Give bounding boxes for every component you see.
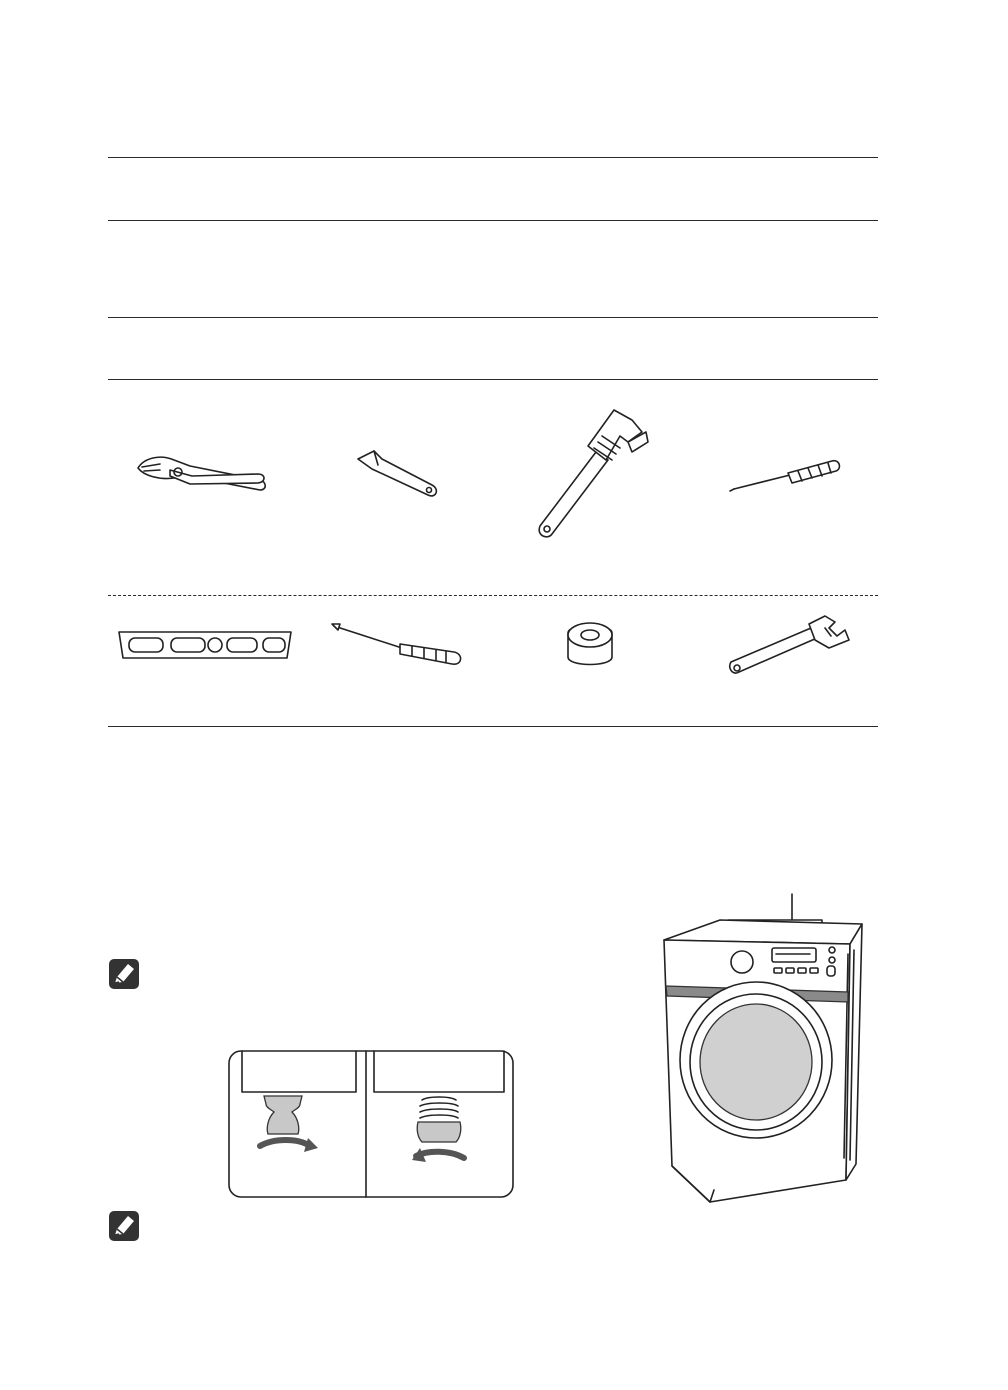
table-rule-4 (108, 379, 878, 380)
note-pencil-icon (108, 1210, 140, 1242)
washer-figure (650, 890, 880, 1210)
tool-3 (532, 402, 652, 542)
tool-7 (560, 615, 620, 675)
tool-6 (330, 620, 470, 670)
tools-row-divider (108, 595, 878, 596)
utility-knife-icon (352, 445, 442, 505)
flat-screwdriver-icon (330, 620, 470, 670)
note-1 (108, 958, 140, 990)
tool-4 (728, 455, 843, 495)
pipe-wrench-icon (532, 402, 652, 542)
leveling-foot-diagram (228, 1050, 514, 1198)
table-rule-1 (108, 157, 878, 158)
tape-roll-icon (560, 615, 620, 675)
adjustable-wrench-icon (725, 610, 855, 680)
table-rule-5 (108, 726, 878, 727)
table-rule-2 (108, 220, 878, 221)
tool-1 (130, 440, 270, 500)
note-pencil-icon (108, 958, 140, 990)
phillips-screwdriver-icon (728, 455, 843, 495)
tool-2 (352, 445, 442, 505)
slip-joint-pliers-icon (130, 440, 270, 500)
note-2 (108, 1210, 140, 1242)
tool-5 (115, 628, 295, 664)
washer-with-level-diagram (650, 890, 880, 1210)
leveling-foot-figure (228, 1050, 514, 1198)
tool-8 (725, 610, 855, 680)
level-icon (115, 628, 295, 664)
table-rule-3 (108, 317, 878, 318)
